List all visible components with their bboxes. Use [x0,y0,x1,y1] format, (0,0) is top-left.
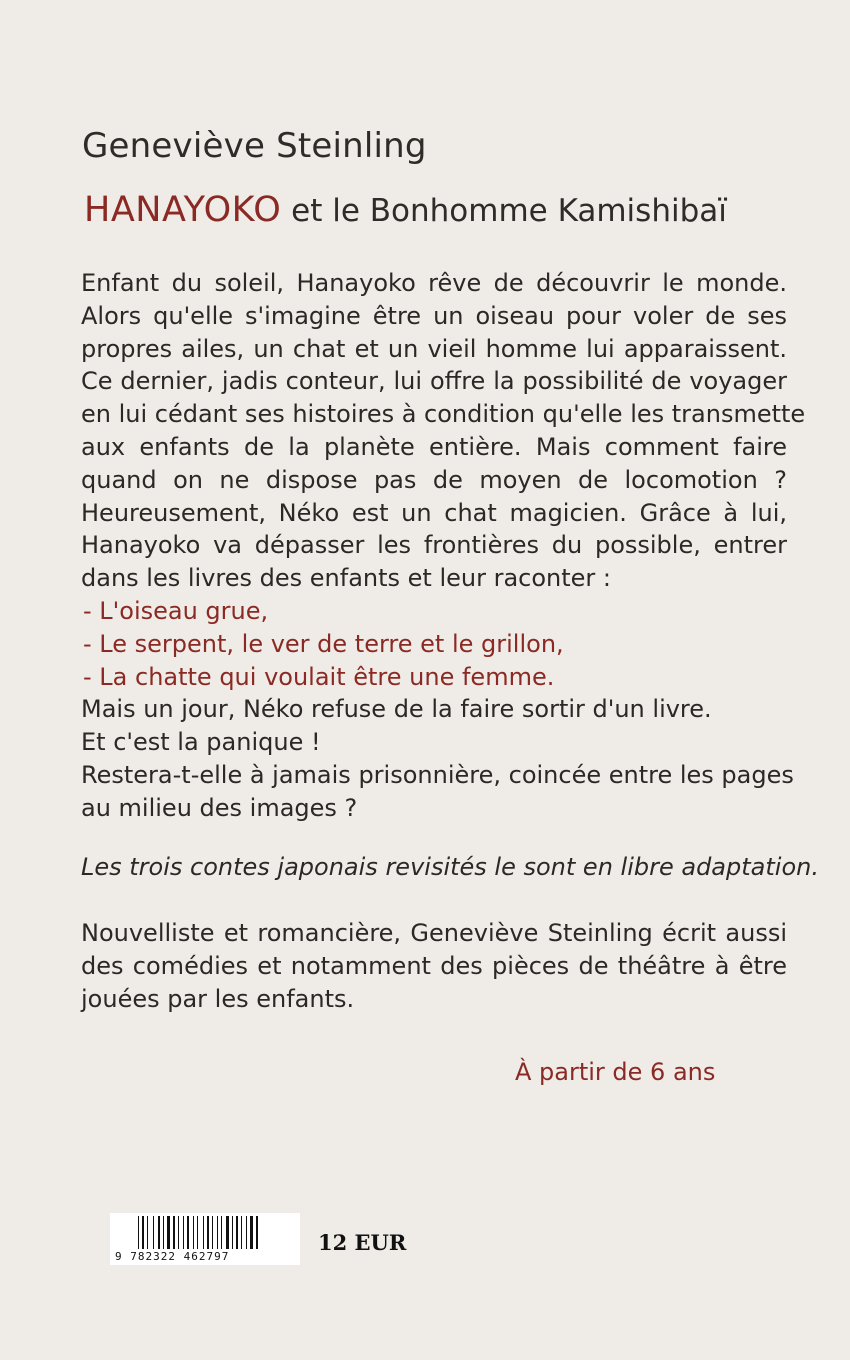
summary-line: quand on ne dispose pas de moyen de locomotion ? [81,465,787,494]
author-bio [81,917,787,1015]
summary-after-line: Et c'est la panique ! [81,728,321,757]
title-rest: et le Bonhomme Kamishibaï [291,193,727,229]
summary-line: propres ailes, un chat et un vieil homme lui apparaissent. [81,334,787,363]
summary-line: Alors qu'elle s'imagine être un oiseau pour voler de ses [81,301,787,330]
isbn-barcode [110,1213,300,1265]
summary-text [81,267,806,825]
summary-after-line: au milieu des images ? [81,793,358,822]
summary-line: Enfant du soleil, Hanayoko rêve de découvrir le monde. [81,269,787,297]
price: 12 EUR [318,1230,407,1255]
story-item: - La chatte qui voulait être une femme. [83,662,555,691]
summary-after-line: Mais un jour, Néko refuse de la faire sortir d'un livre. [81,695,712,724]
summary-line: aux enfants de la planète entière. Mais comment faire [81,432,787,461]
story-item: - Le serpent, le ver de terre et le grillon, [83,629,564,658]
summary-line: Ce dernier, jadis conteur, lui offre la possibilité de voyager [81,367,787,396]
author-name: Geneviève Steinling [82,126,427,166]
bio-line: des comédies et notamment des pièces de théâtre à être [81,951,787,980]
bio-line: Nouvelliste et romancière, Geneviève Steinling écrit aussi [81,919,787,947]
story-item: - L'oiseau grue, [83,596,269,625]
summary-after-line: Restera-t-elle à jamais prisonnière, coincée entre les pages [81,760,794,789]
bio-line: jouées par les enfants. [81,984,355,1013]
story-list [81,595,787,693]
adaptation-note: Les trois contes japonais revisités le sont en libre adaptation. [81,853,819,881]
title-main: HANAYOKO [84,190,282,230]
age-recommendation: À partir de 6 ans [515,1058,716,1086]
summary-line: Heureusement, Néko est un chat magicien. Grâce à lui, [81,498,787,527]
book-title [84,190,727,230]
summary-line: Hanayoko va dépasser les frontières du possible, entrer [81,531,787,560]
summary-line: dans les livres des enfants et leur raconter : [81,564,612,593]
isbn-digits: 9 782322 462797 [115,1250,233,1263]
summary-line: en lui cédant ses histoires à condition qu'elle les transmette [81,400,806,429]
